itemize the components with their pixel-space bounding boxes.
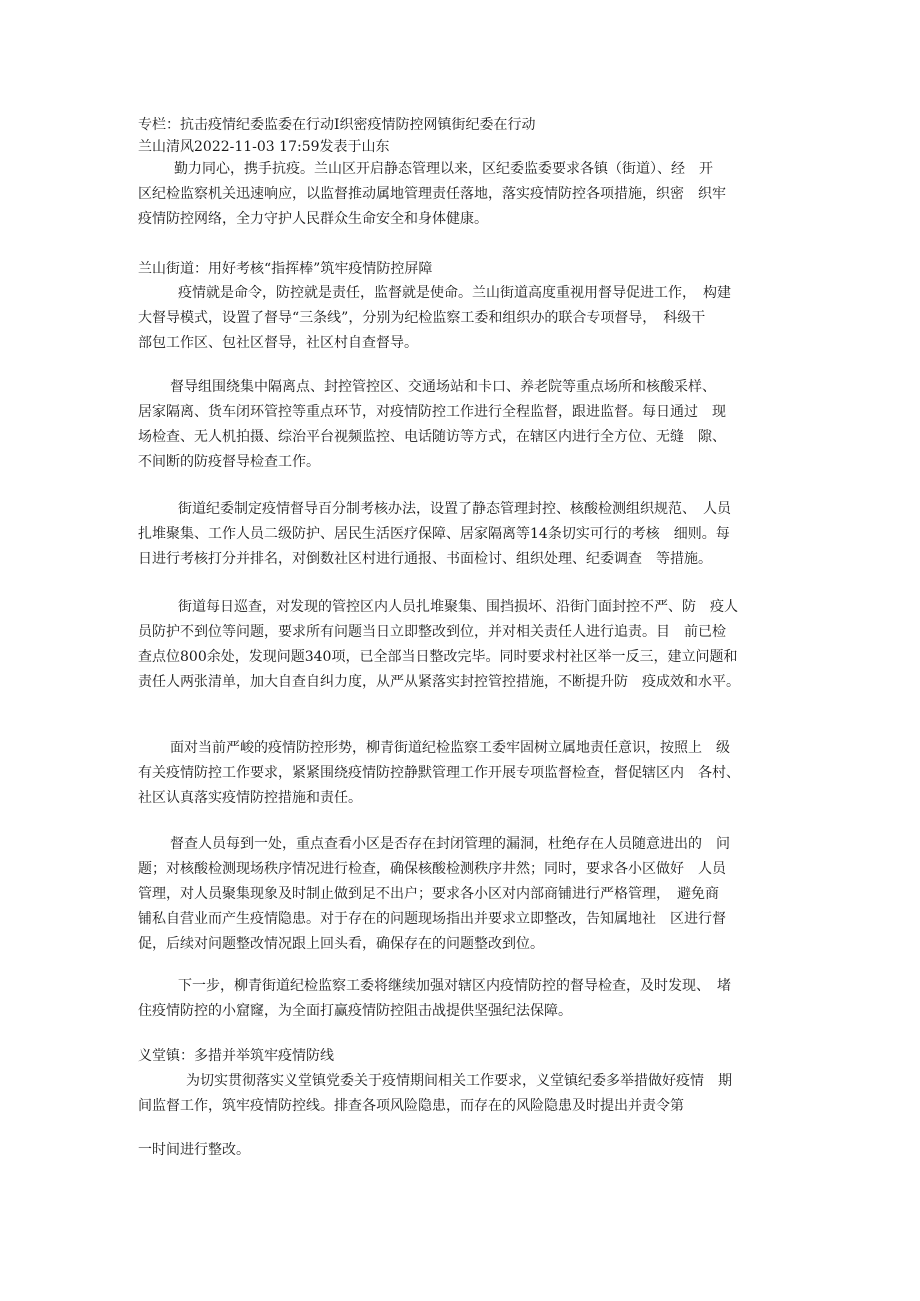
paragraph-line: 部包工作区、包社区督导，社区村自查督导。 <box>138 335 418 351</box>
section-heading: 义堂镇：多措并举筑牢疫情防线 <box>138 1048 334 1064</box>
paragraph-line: 督导组围绕集中隔离点、封控管控区、交通场站和卡口、养老院等重点场所和核酸采样、 <box>170 379 716 395</box>
paragraph-line: 扎堆聚集、工作人员二级防护、居民生活医疗保障、居家隔离等14条切实可行的考核 细则。每 <box>138 526 730 542</box>
paragraph-line: 场检查、无人机拍摄、综治平台视频监控、电话随访等方式，在辖区内进行全方位、无缝 隙、 <box>138 429 726 445</box>
paragraph-line: 一时间进行整改。 <box>138 1142 250 1158</box>
paragraph-line: 管理，对人员聚集现象及时制止做到足不出户；要求各小区对内部商铺进行严格管理， 避免商 <box>138 886 719 902</box>
paragraph-line: 督查人员每到一处，重点查看小区是否存在封闭管理的漏洞，杜绝存在人员随意进出的 问 <box>170 836 730 852</box>
paragraph-line: 区纪检监察机关迅速响应，以监督推动属地管理责任落地，落实疫情防控各项措施，织密 织牢 <box>138 186 726 202</box>
paragraph-line: 街道每日巡查，对发现的管控区内人员扎堆聚集、围挡损坏、沿街门面封控不严、防 疫人 <box>178 599 738 615</box>
paragraph-line: 员防护不到位等问题，要求所有问题当日立即整改到位，并对相关责任人进行追责。目 前已检 <box>138 624 726 640</box>
paragraph-line: 面对当前严峻的疫情防控形势，柳青街道纪检监察工委牢固树立属地责任意识，按照上 级 <box>170 740 730 756</box>
paragraph-line: 不间断的防疫督导检查工作。 <box>138 454 320 470</box>
paragraph-line: 查点位800余处，发现问题340项，已全部当日整改完毕。同时要求村社区举一反三，建立问题和 <box>138 649 738 665</box>
paragraph-line: 日进行考核打分并排名，对倒数社区村进行通报、书面检讨、组织处理、纪委调查 等措施。 <box>138 551 712 567</box>
paragraph-line: 为切实贯彻落实义堂镇党委关于疫情期间相关工作要求，义堂镇纪委多举措做好疫情 期 <box>186 1073 732 1089</box>
paragraph-line: 社区认真落实疫情防控措施和责任。 <box>138 790 362 806</box>
paragraph-line: 有关疫情防控工作要求，紧紧围绕疫情防控静默管理工作开展专项监督检查，督促辖区内 各村、 <box>138 765 740 781</box>
paragraph-line: 疫情防控网络，全力守护人民群众生命安全和身体健康。 <box>138 211 488 227</box>
paragraph-line: 下一步，柳青街道纪检监察工委将继续加强对辖区内疫情防控的督导检查，及时发现、 堵 <box>178 978 731 994</box>
column-title: 专栏：抗击疫情纪委监委在行动I织密疫情防控网镇街纪委在行动 <box>138 117 536 133</box>
byline: 兰山清风2022-11-03 17:59发表于山东 <box>138 139 390 155</box>
paragraph-line: 居家隔离、货车闭环管控等重点环节，对疫情防控工作进行全程监督，跟进监督。每日通过 现 <box>138 404 726 420</box>
section-heading: 兰山街道：用好考核“指挥棒”筑牢疫情防控屏障 <box>138 261 433 277</box>
paragraph-line: 题；对核酸检测现场秩序情况进行检查，确保核酸检测秩序井然；同时，要求各小区做好 人员 <box>138 861 726 877</box>
paragraph-line: 勤力同心，携手抗疫。兰山区开启静态管理以来，区纪委监委要求各镇（街道）、经 开 <box>174 161 713 177</box>
paragraph-line: 促，后续对问题整改情况跟上回头看，确保存在的问题整改到位。 <box>138 936 544 952</box>
paragraph-line: 责任人两张清单，加大自查自纠力度，从严从紧落实封控管控措施，不断提升防 疫成效和水平。 <box>138 674 740 690</box>
paragraph-line: 街道纪委制定疫情督导百分制考核办法，设置了静态管理封控、核酸检测组织规范、 人员 <box>178 501 731 517</box>
paragraph-line: 疫情就是命令，防控就是责任，监督就是使命。兰山街道高度重视用督导促进工作， 构建 <box>178 285 731 301</box>
paragraph-line: 铺私自营业而产生疫情隐患。对于存在的问题现场指出并要求立即整改，告知属地社 区进行督 <box>138 911 726 927</box>
paragraph-line: 住疫情防控的小窟窿，为全面打赢疫情防控阻击战提供坚强纪法保障。 <box>138 1003 572 1019</box>
paragraph-line: 间监督工作，筑牢疫情防控线。排查各项风险隐患，而存在的风险隐患及时提出并责令第 <box>138 1098 684 1114</box>
paragraph-line: 大督导模式，设置了督导“三条线”，分别为纪检监察工委和组织办的联合专项督导， 科级干 <box>138 310 706 326</box>
